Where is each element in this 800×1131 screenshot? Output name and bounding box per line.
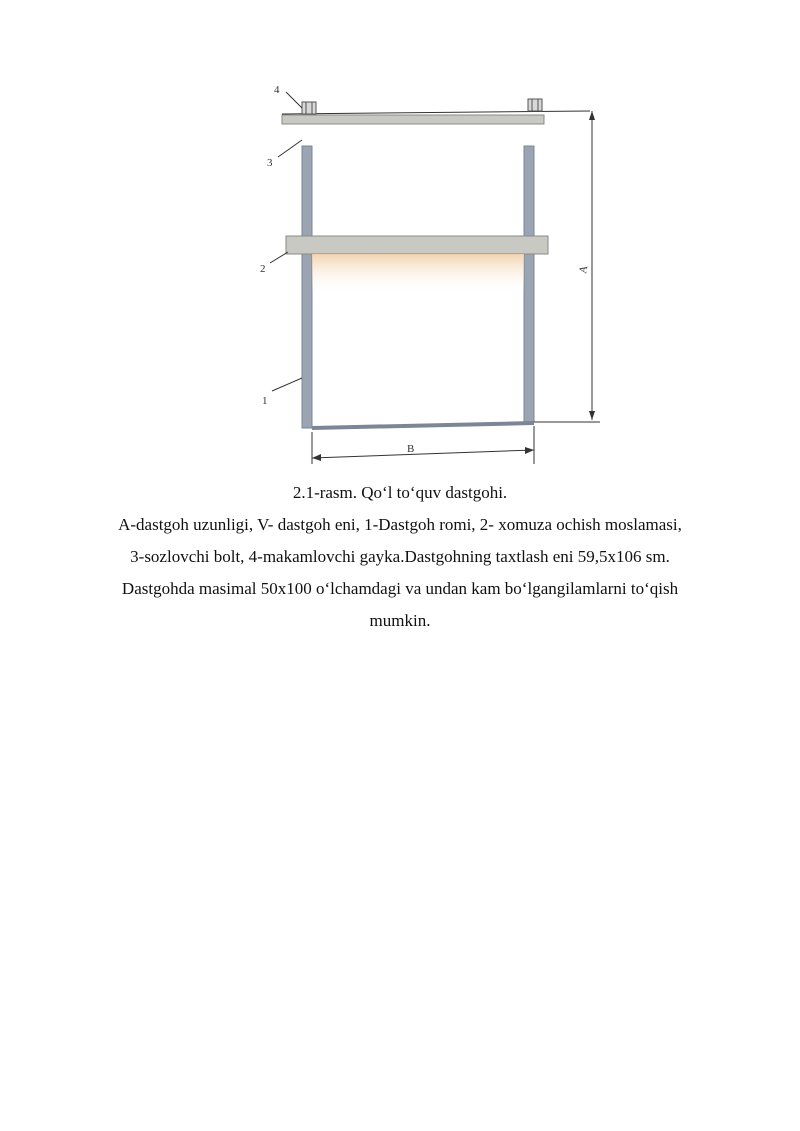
nut-left — [302, 102, 316, 114]
dim-width-label: B — [407, 443, 415, 455]
figure-caption — [0, 477, 800, 637]
bottom-crossbar — [312, 423, 534, 428]
caption-line-3: Dastgohda masimal 50x100 o‘lchamdagi va undan kam bo‘lgangilamlarni to‘qish — [121, 579, 679, 598]
callout-3: 3 — [267, 157, 273, 169]
caption-line-4: mumkin. — [369, 611, 431, 630]
callout-2: 2 — [260, 263, 266, 275]
dim-height-label: A — [577, 264, 591, 275]
top-crossbar — [282, 115, 544, 124]
caption-line-2: 3-sozlovchi bolt, 4-makamlovchi gayka.Dastgohning taxtlash eni 59,5x106 sm. — [130, 547, 670, 566]
caption-title: 2.1-rasm. Qo‘l to‘quv dastgohi. — [292, 483, 508, 502]
shed-bar — [286, 236, 548, 254]
loom-diagram — [250, 78, 610, 470]
callout-4: 4 — [274, 84, 280, 96]
right-post — [524, 146, 534, 422]
caption-line-1: A-dastgoh uzunligi, V- dastgoh eni, 1-Dastgoh romi, 2- xomuza ochish moslamasi, — [118, 515, 682, 534]
left-post — [302, 146, 312, 428]
callout-1: 1 — [262, 395, 268, 407]
nut-right — [528, 99, 542, 111]
